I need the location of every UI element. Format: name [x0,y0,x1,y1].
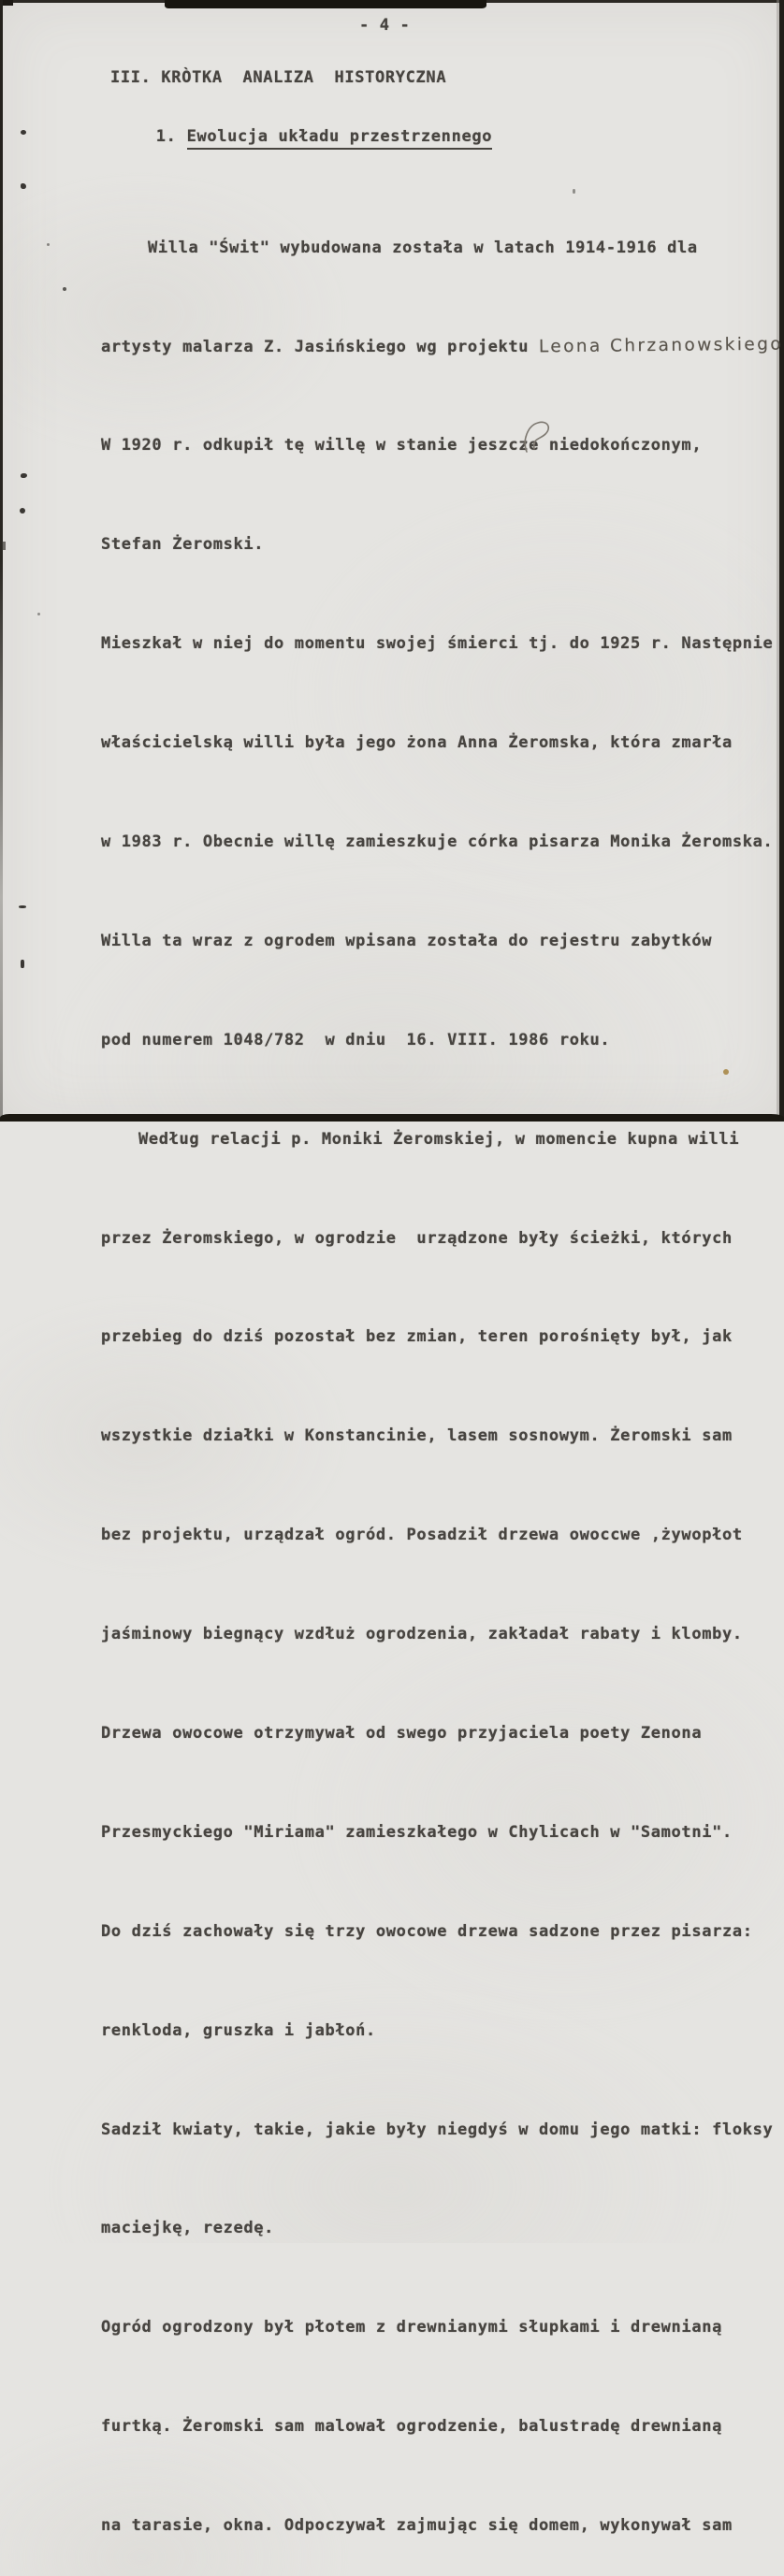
text-line: jaśminowy biegnący wzdłuż ogrodzenia, zakładał rabaty i klomby. [101,1625,743,1644]
scan-edge-top-heavy [165,0,486,8]
text-line: Drzewa owocowe otrzymywał od swego przyjaciela poety Zenona [101,1723,703,1743]
document-body [101,166,784,2576]
text-line [101,330,784,363]
text-line: na tarasie, okna. Odpoczywał zajmując się domem, wykonywał sam [101,2516,733,2536]
text-line: pod numerem 1048/782 w dniu 16. VIII. 1986 roku. [101,1030,611,1049]
scan-edge-left [0,0,3,1122]
text-line: Przesmyckiego "Miriama" zamieszkałego w Chylicach w "Samotni". [101,1822,733,1842]
text-line: Willa "Świt" wybudowana została w latach 1914-1916 dla [148,238,698,257]
paper-speck [37,613,40,615]
text-line: Sadził kwiaty, takie, jakie były niegdyś w domu jego matki: floksy [101,2120,774,2139]
pen-annotation [518,418,563,456]
text-line: przez Żeromskiego, w ogrodzie urządzone były ścieżki, których [101,1228,733,1248]
typed-text: artysty malarza Z. Jasińskiego wg projektu [101,338,540,357]
text-line: Mieszkał w niej do momentu swojej śmierci tj. do 1925 r. Następnie [101,634,774,654]
text-line: W 1920 r. odkupił tę willę w stanie jeszcze niedokończonym, [101,436,703,456]
text-line: maciejkę, rezedę. [101,2219,275,2238]
page-number: - 4 - [359,16,411,35]
text-line: bez projektu, urządzał ogród. Posadził drzewa owoccwe ,żywopłot [101,1526,743,1545]
text-line: właścicielską willi była jego żona Anna Żeromska, która zmarła [101,733,733,753]
subsection-heading [136,109,492,146]
paper-speck [21,473,27,478]
text-line: furtką. Żeromski sam malował ogrodzenie, balustradę drewnianą [101,2417,722,2437]
subsection-number: 1. [155,127,177,146]
paper-speck [63,287,66,291]
handwritten-name: Leona Chrzanowskiego [538,335,784,357]
paper-speck [21,960,24,968]
paper-speck [2,542,6,550]
paper-speck [21,183,26,189]
section-heading: III. KRÒTKA ANALIZA HISTORYCZNA [110,68,447,87]
text-line: w 1983 r. Obecnie willę zamieszkuje córka pisarza Monika Żeromska. [101,832,774,851]
paper-speck [47,243,50,246]
paper-speck [21,130,26,135]
text-line: Ogród ogrodzony był płotem z drewnianymi słupkami i drewnianą [101,2318,722,2337]
text-line: Stefan Żeromski. [101,535,265,555]
text-line: renkloda, gruszka i jabłoń. [101,2020,376,2040]
text-line: przebieg do dziś pozostał bez zmian, teren porośnięty był, jak [101,1327,733,1347]
subsection-title: Ewolucja układu przestrzennego [187,127,493,150]
text-line: Willa ta wraz z ogrodem wpisana została do rejestru zabytków [101,931,713,950]
text-line: Do dziś zachowały się trzy owocowe drzewa sadzone przez pisarza: [101,1921,753,1941]
text-line: Według relacji p. Moniki Żeromskiej, w momencie kupna willi [138,1129,740,1149]
paper-speck [19,905,26,908]
paper-speck [20,508,25,514]
text-line: wszystkie działki w Konstancinie, lasem sosnowym. Żeromski sam [101,1426,733,1446]
